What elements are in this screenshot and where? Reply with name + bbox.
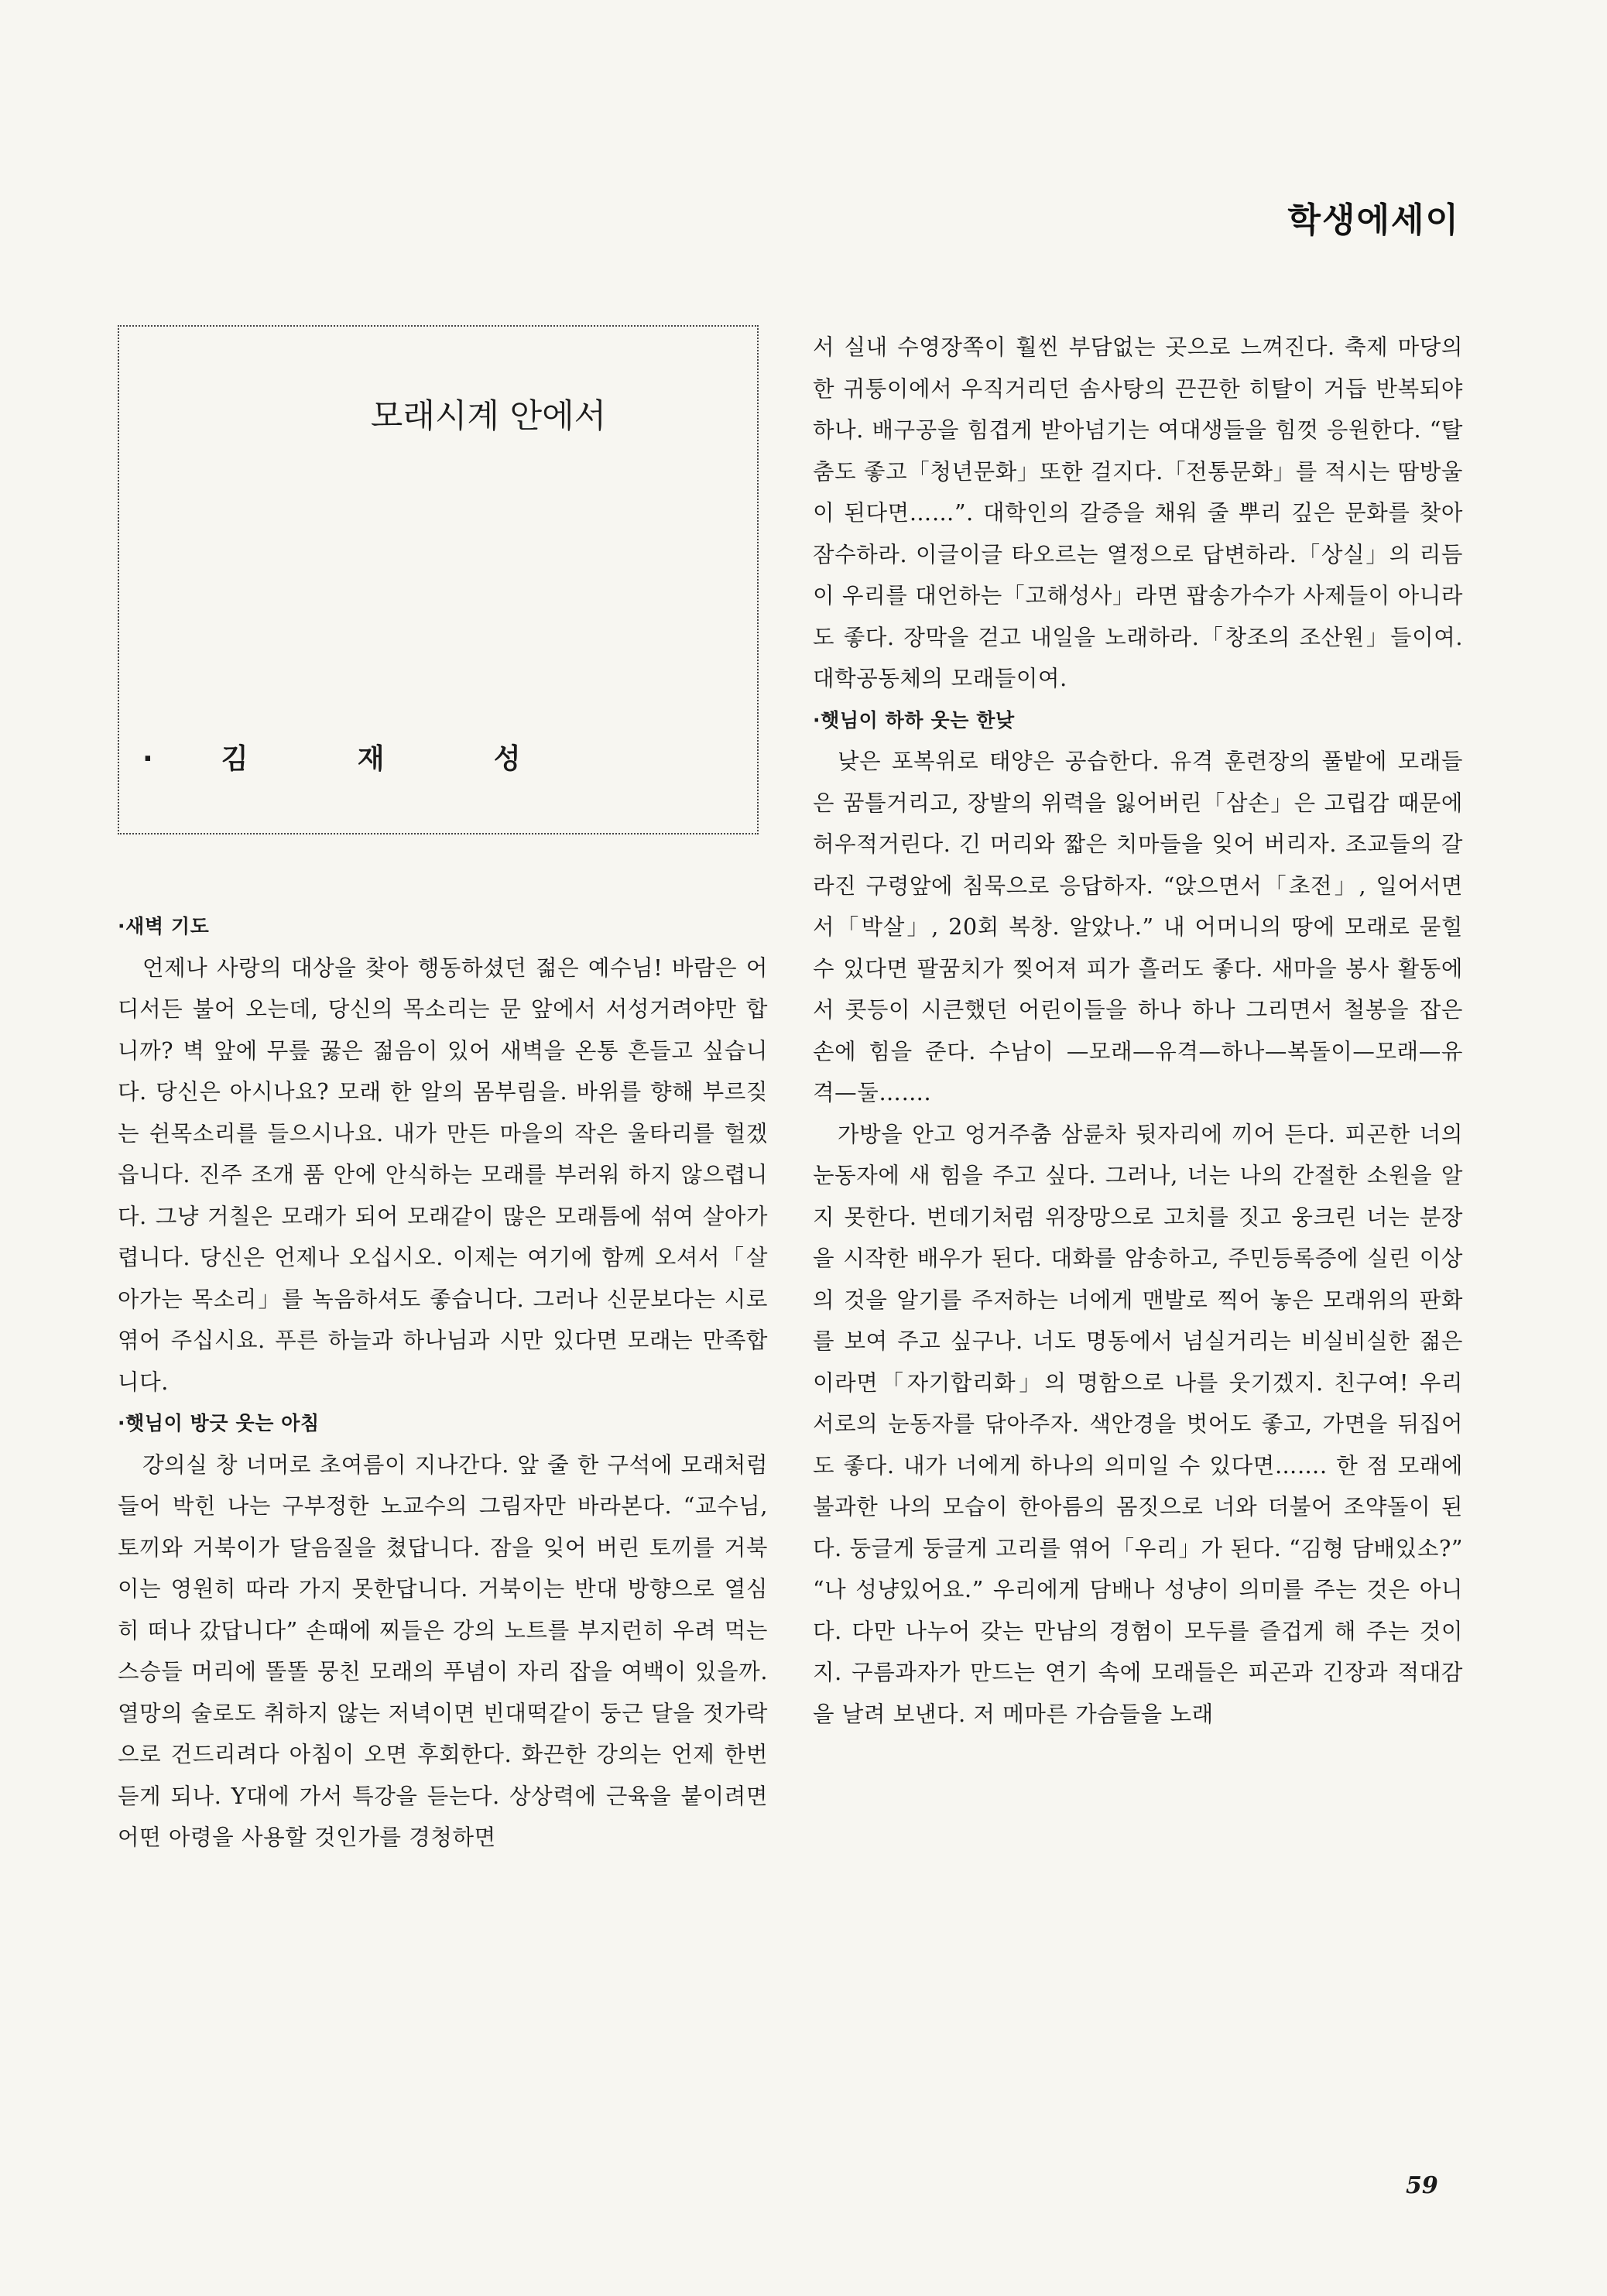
section-heading-morning: ·햇님이 방긋 웃는 아침 <box>118 1412 320 1434</box>
title-box <box>118 325 759 834</box>
author-char-3: 성 <box>493 743 521 775</box>
paragraph-continuation: 서 실내 수영장쪽이 훨씬 부담없는 곳으로 느껴진다. 축제 마당의 한 귀퉁이에서 우직거리던 솜사탕의 끈끈한 히탈이 거듭 반복되야 하나. 배구공을 힘겹게 받아넘기는 여대생들을 힘껏 응원한다. “탈춤도 좋고「청년문화」또한 걸지다.「전통문화」를 적시는 땀방울이 된다면……”. 대학인의 갈증을 채워 줄 뿌리 깊은 문화를 찾아 잠수하라. 이글이글 타오르는 열정으로 답변하라.「상실」의 리듬이 우리를 대언하는「고해성사」라면 팝송가수가 사제들이 아니라도 좋다. 장막을 걷고 내일을 노래하라.「창조의 조산원」들이여. 대학공동체의 모래들이여. <box>813 334 1463 691</box>
right-column <box>813 327 1463 1735</box>
paragraph-noon: 낮은 포복위로 태양은 공습한다. 유격 훈련장의 풀밭에 모래들은 꿈틀거리고, 장발의 위력을 잃어버린「삼손」은 고립감 때문에 허우적거린다. 긴 머리와 짧은 치마들을 잊어 버리자. 조교들의 갈라진 구령앞에 침묵으로 응답하자. “앉으면서「초전」, 일어서면서「박살」, 20회 복창. 알았나.” 내 어머니의 땅에 모래로 묻힐 수 있다면 팔꿈치가 찢어져 피가 흘러도 좋다. 새마을 봉사 활동에서 콧등이 시큰했던 어린이들을 하나 하나 그리면서 철봉을 잡은 손에 힘을 준다. 수남이 —모래—유격—하나—복돌이—모래—유격—둘……. <box>813 749 1463 1105</box>
paragraph-morning: 강의실 창 너머로 초여름이 지나간다. 앞 줄 한 구석에 모래처럼 들어 박힌 나는 구부정한 노교수의 그림자만 바라본다. “교수님, 토끼와 거북이가 달음질을 쳤답니다. 잠을 잊어 버린 토끼를 거북이는 영원히 따라 가지 못한답니다. 거북이는 반대 방향으로 열심히 떠나 갔답니다” 손때에 찌들은 강의 노트를 부지런히 우려 먹는 스승들 머리에 똘똘 뭉친 모래의 푸념이 자리 잡을 여백이 있을까. 열망의 술로도 취하지 않는 저녁이면 빈대떡같이 둥근 달을 젓가락으로 건드리려다 아침이 오면 후회한다. 화끈한 강의는 언제 한번 듣게 되나. Y대에 가서 특강을 듣는다. 상상력에 근육을 붙이려면 어떤 아령을 사용할 것인가를 경청하면 <box>118 1451 768 1850</box>
section-header: 학생에세이 <box>1287 200 1460 240</box>
left-column <box>118 906 768 1859</box>
paragraph-dawn-prayer: 언제나 사랑의 대상을 찾아 행동하셨던 젊은 예수님! 바람은 어디서든 불어 오는데, 당신의 목소리는 문 앞에서 서성거려야만 합니까? 벽 앞에 무릎 꿇은 젊음이 있어 새벽을 온통 흔들고 싶습니다. 당신은 아시나요? 모래 한 알의 몸부림을. 바위를 향해 부르짖는 쉰목소리를 들으시나요. 내가 만든 마을의 작은 울타리를 헐겠읍니다. 진주 조개 품 안에 안식하는 모래를 부러워 하지 않으렵니다. 그냥 거칠은 모래가 되어 모래같이 많은 모래틈에 섞여 살아가렵니다. 당신은 언제나 오십시오. 이제는 여기에 함께 오셔서「살아가는 목소리」를 녹음하셔도 좋습니다. 그러나 신문보다는 시로 엮어 주십시요. 푸른 하늘과 하나님과 시만 있다면 모래는 만족합니다. <box>118 954 768 1395</box>
essay-title: 모래시계 안에서 <box>370 397 607 436</box>
section-heading-dawn-prayer: ·새벽 기도 <box>118 915 210 937</box>
section-heading-noon: ·햇님이 하하 웃는 한낮 <box>813 708 1015 732</box>
author-byline <box>142 737 630 776</box>
author-char-1: 김 <box>221 743 248 775</box>
author-char-2: 재 <box>357 743 385 775</box>
author-bullet: · <box>142 743 153 775</box>
paragraph-tricycle: 가방을 안고 엉거주춤 삼륜차 뒷자리에 끼어 든다. 피곤한 너의 눈동자에 새 힘을 주고 싶다. 그러나, 너는 나의 간절한 소원을 알지 못한다. 번데기처럼 위장망으로 고치를 짓고 웅크린 너는 분장을 시작한 배우가 된다. 대화를 암송하고, 주민등록증에 실린 이상의 것을 알기를 주저하는 너에게 맨발로 찍어 놓은 모래위의 판화를 보여 주고 싶구나. 너도 명동에서 넘실거리는 비실비실한 젊은이라면「자기합리화」의 명함으로 나를 웃기겠지. 친구여! 우리 서로의 눈동자를 닦아주자. 색안경을 벗어도 좋고, 가면을 뒤집어도 좋다. 내가 너에게 하나의 의미일 수 있다면……. 한 점 모래에 불과한 나의 모습이 한아름의 몸짓으로 너와 더불어 조약돌이 된다. 둥글게 둥글게 고리를 엮어「우리」가 된다. “김형 담배있소?” “나 성냥있어요.” 우리에게 담배나 성냥이 의미를 주는 것은 아니다. 다만 나누어 갖는 만남의 경험이 모두를 즐겁게 해 주는 것이지. 구름과자가 만드는 연기 속에 모래들은 피곤과 긴장과 적대감을 날려 보낸다. 저 메마른 가슴들을 노래 <box>813 1121 1463 1727</box>
page-number: 59 <box>1406 2172 1438 2199</box>
